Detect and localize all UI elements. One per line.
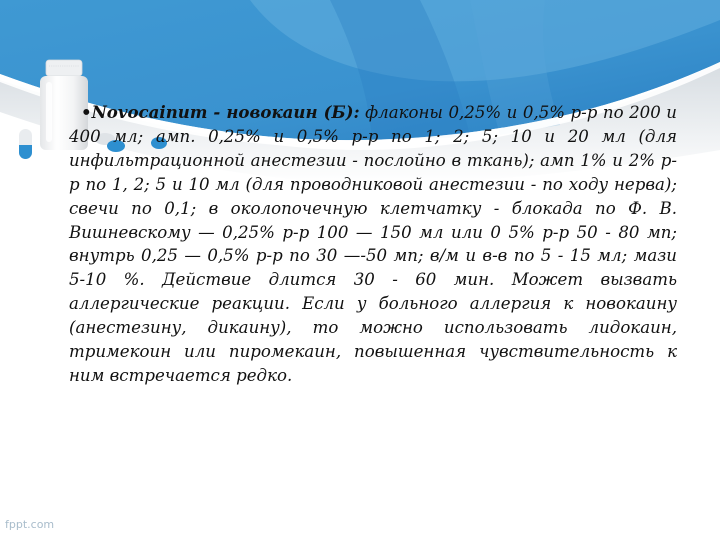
drug-description: флаконы 0,25% и 0,5% р-р по 200 и 400 мл; амп. 0,25% и 0,5% р-р по 1; 2; 5; 10 и 20 мл (для инфильтрационной анестезии - послойно в ткань); амп 1% и 2% р-р по 1, 2; 5 и 10 мл (для проводниковой анестезии - по ходу нерва); свечи по 0,1; в околопочечную клетчатку - блокада по Ф. В. Вишневскому — 0,25% р-р 100 — 150 мл или 0 5% р-р 50 - 80 мп; внутрь 0,25 — 0,5% р-р по 30 —-50 мп; в/м и в-в по 5 - 15 мл; мази 5-10 %. Действие длится 30 - 60 мин. Может вызвать аллергические реакции. Если у больного аллергия к новокаину (анестезину, дикаину), то можно использовать лидокаин, тримекоин или пиромекаин, повышенная чувствительность к ним встречается редко. bbox=[69, 103, 677, 385]
slide-text-block bbox=[69, 101, 677, 388]
capsule-icon bbox=[19, 129, 32, 159]
drug-term: Novocainum - новокаин (Б): bbox=[91, 102, 360, 122]
watermark: fppt.com bbox=[5, 518, 55, 531]
bullet-marker: • bbox=[81, 102, 92, 122]
